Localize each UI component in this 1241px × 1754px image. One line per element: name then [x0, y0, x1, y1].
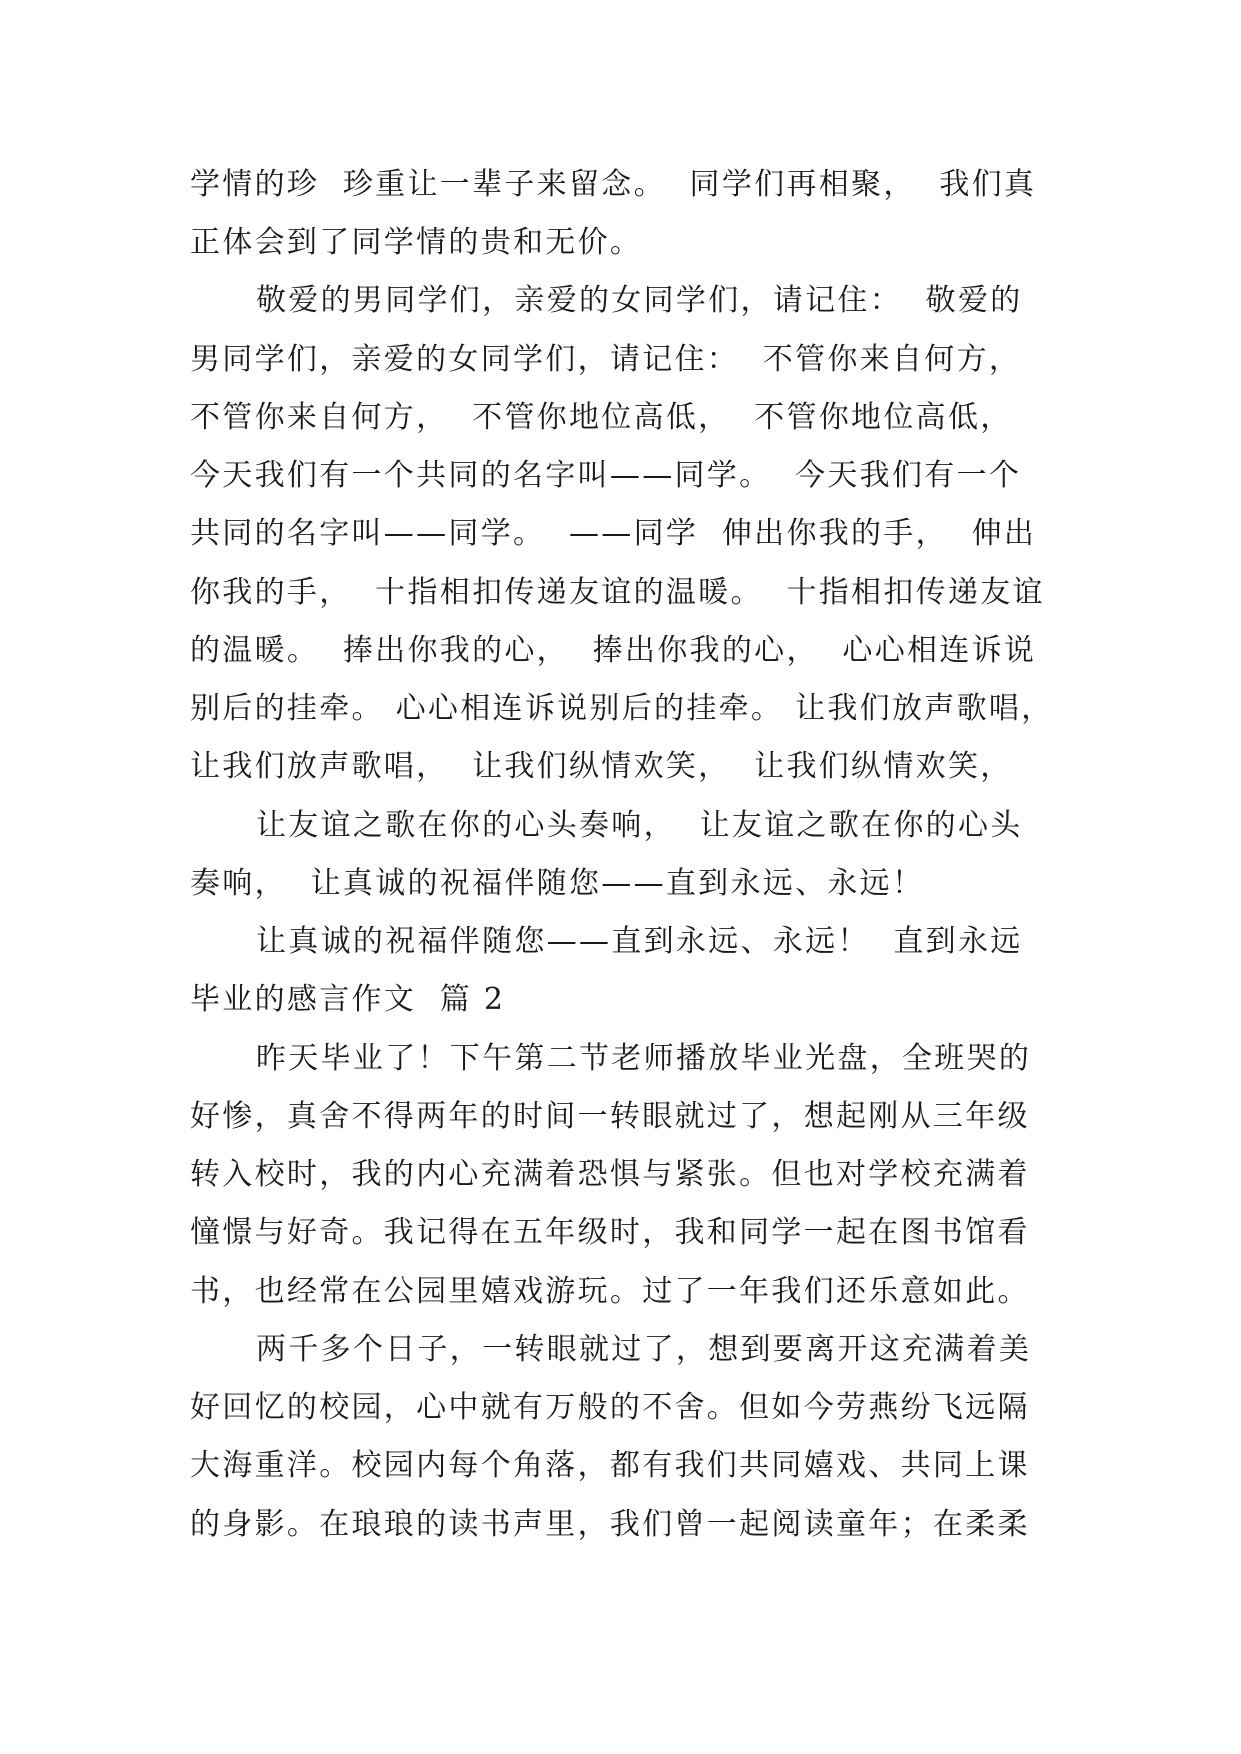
text-line: 别后的挂牵。 心心相连诉说别后的挂牵。 让我们放声歌唱，: [190, 691, 1054, 726]
paragraph-first-line: 昨天毕业了！下午第二节老师播放毕业光盘，全班哭的: [256, 1041, 1032, 1076]
text-line: 你我的手， 十指相扣传递友谊的温暖。 十指相扣传递友谊: [190, 575, 1045, 610]
text-line: 不管你来自何方， 不管你地位高低， 不管你地位高低，: [190, 400, 1013, 435]
text-line: 男同学们，亲爱的女同学们，请记住： 不管你来自何方，: [190, 342, 1022, 377]
paragraph-first-line: 让友谊之歌在你的心头奏响， 让友谊之歌在你的心头: [256, 808, 1023, 843]
paragraph-first-line: 让真诚的祝福伴随您——直到永远、永远！ 直到永远: [256, 924, 1023, 959]
text-line: 好回忆的校园，心中就有万般的不舍。但如今劳燕纷飞远隔: [190, 1390, 1030, 1425]
text-line: 的温暖。 捧出你我的心， 捧出你我的心， 心心相连诉说: [190, 633, 1037, 668]
text-line: 转入校时，我的内心充满着恐惧与紧张。但也对学校充满着: [190, 1157, 1030, 1192]
text-line: 书，也经常在公园里嬉戏游玩。过了一年我们还乐意如此。: [190, 1274, 1030, 1309]
text-line: 奏响， 让真诚的祝福伴随您——直到永远、永远！: [190, 866, 925, 901]
text-line: 学情的珍 珍重让一辈子来留念。 同学们再相聚， 我们真: [190, 167, 1037, 202]
text-line: 大海重洋。校园内每个角落，都有我们共同嬉戏、共同上课: [190, 1448, 1030, 1483]
section-heading: 毕业的感言作文 篇 2: [190, 982, 506, 1017]
text-line: 今天我们有一个共同的名字叫——同学。 今天我们有一个: [190, 458, 1022, 493]
text-line: 好惨，真舍不得两年的时间一转眼就过了，想起刚从三年级: [190, 1099, 1030, 1134]
paragraph-first-line: 敬爱的男同学们，亲爱的女同学们，请记住： 敬爱的: [256, 283, 1023, 318]
text-line: 憧憬与好奇。我记得在五年级时，我和同学一起在图书馆看: [190, 1215, 1030, 1250]
text-line: 正体会到了同学情的贵和无价。: [190, 225, 643, 260]
text-line: 让我们放声歌唱， 让我们纵情欢笑， 让我们纵情欢笑，: [190, 749, 1013, 784]
text-line: 的身影。在琅琅的读书声里，我们曾一起阅读童年；在柔柔: [190, 1507, 1030, 1542]
text-line: 共同的名字叫——同学。 ——同学 伸出你我的手， 伸出: [190, 516, 1037, 551]
paragraph-first-line: 两千多个日子，一转眼就过了，想到要离开这充满着美: [256, 1332, 1032, 1367]
